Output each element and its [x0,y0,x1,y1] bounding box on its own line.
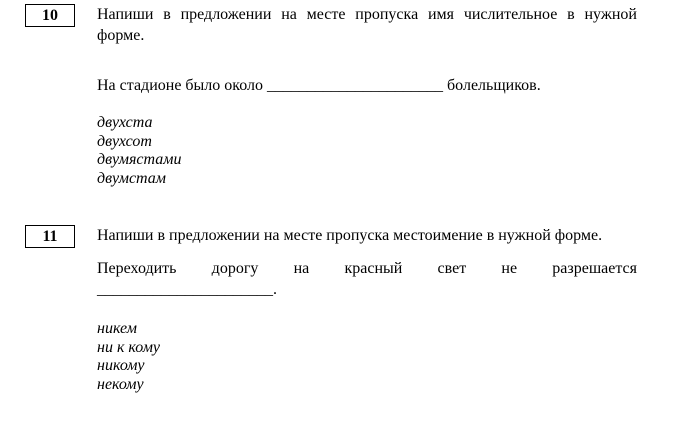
question-10-answer-options [97,114,637,188]
question-10-content [97,4,637,188]
question-10-number-box [25,4,75,27]
answer-option: никому [97,357,145,374]
instruction-line: Напиши в предложении на месте пропуска местоимение в нужной форме. [97,227,603,244]
question-11-number-box [25,225,75,248]
question-10-number: 10 [42,6,58,24]
question-10-task-sentence: На стадионе было около ______________________ болельщиков. [97,77,541,94]
answer-option: двумстам [97,169,167,187]
question-11-instruction [97,225,637,246]
sentence-line: Переходить дорогу на красный свет не разрешается [97,260,637,277]
answer-option: двухсот [97,132,152,150]
answer-option: двухста [97,114,153,131]
question-11-number: 11 [42,227,58,245]
instruction-line: Напиши в предложении на месте пропуска имя числительное в нужной [97,6,637,23]
instruction-line: форме. [97,27,145,44]
answer-option: двумястами [97,151,182,168]
question-11-content [97,225,637,394]
answer-option: никем [97,320,137,337]
question-11 [0,225,683,394]
question-10-instruction [97,4,637,46]
question-11-task-sentence [97,258,637,300]
answer-option: некому [97,375,144,393]
question-11-answer-options [97,320,637,394]
sentence-line-blank: ______________________. [97,281,277,298]
question-10 [0,4,683,188]
answer-option: ни к кому [97,338,160,356]
